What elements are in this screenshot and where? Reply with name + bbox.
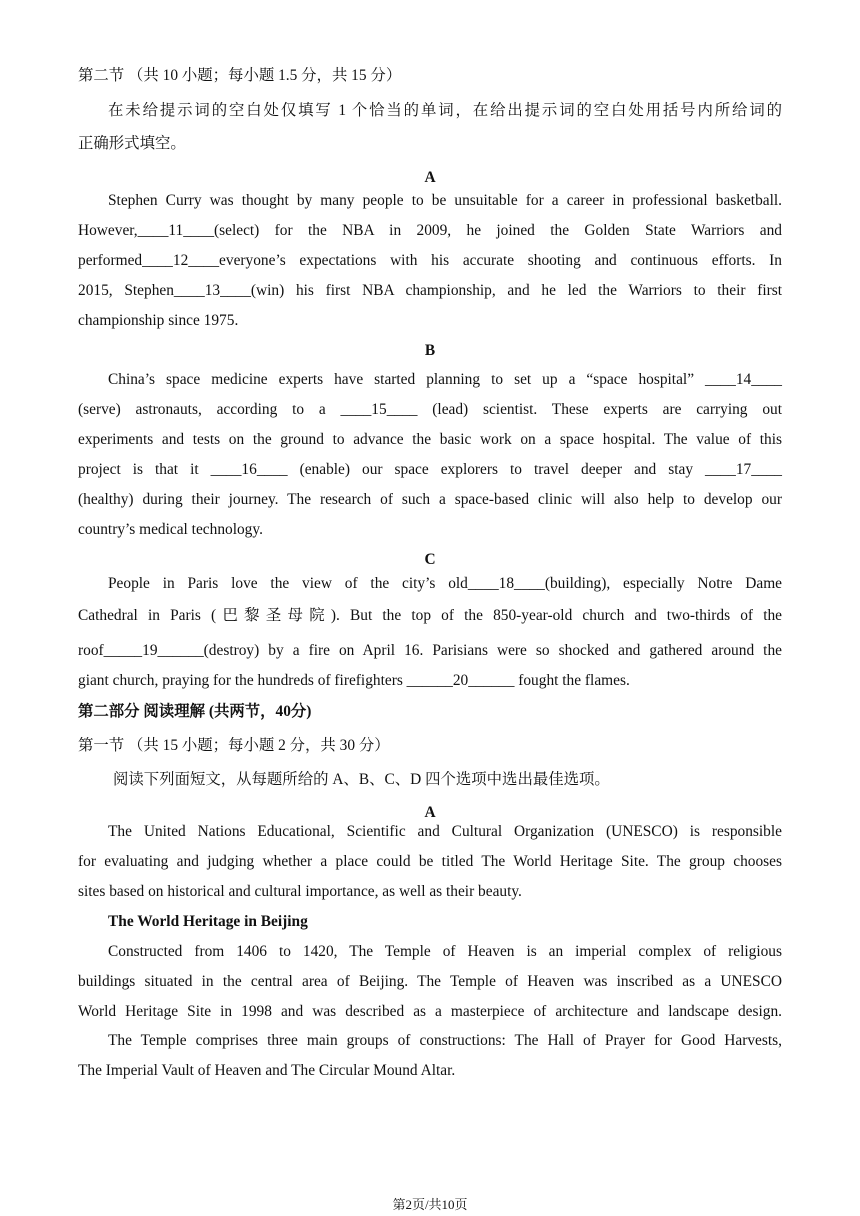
section-2-instruction-line-1: 在未给提示词的空白处仅填写 1 个恰当的单词，在给出提示词的空白处用括号内所给词的 xyxy=(108,102,782,119)
reading-a-paragraph-line: sites based on historical and cultural importance, as well as their beauty. xyxy=(78,883,522,900)
reading-a-label: A xyxy=(424,804,436,821)
passage-b-line: China’s space medicine experts have started planning to set up a “space hospital” ____14____ xyxy=(108,371,782,388)
passage-a-line: championship since 1975. xyxy=(78,312,239,329)
passage-c-line: giant church, praying for the hundreds of firefighters ______20______ fought the flames. xyxy=(78,672,630,689)
passage-a-line: Stephen Curry was thought by many people to be unsuitable for a career in professional basketball. xyxy=(108,192,782,209)
page-number-footer: 第2页/共10页 xyxy=(392,1197,468,1212)
reading-a-paragraph-line: Constructed from 1406 to 1420, The Temple of Heaven is an imperial complex of religious xyxy=(108,943,782,960)
part-2-header: 第二部分 阅读理解 (共两节，40分) xyxy=(78,703,312,720)
section-2-header: 第二节 （共 10 小题；每小题 1.5 分，共 15 分） xyxy=(78,67,402,84)
passage-a-line: performed____12____everyone’s expectations with his accurate shooting and continuous efforts. In xyxy=(78,252,782,269)
reading-a-paragraph-line: for evaluating and judging whether a place could be titled The World Heritage Site. The group chooses xyxy=(78,853,782,870)
passage-a-line: However,____11____(select) for the NBA in 2009, he joined the Golden State Warriors and xyxy=(78,222,782,239)
passage-c-line: People in Paris love the view of the city’s old____18____(building), especially Notre Dame xyxy=(108,575,782,592)
reading-a-paragraph-line: buildings situated in the central area of Beijing. The Temple of Heaven was inscribed as a UNESCO xyxy=(78,973,782,990)
passage-b-line: country’s medical technology. xyxy=(78,521,263,538)
passage-b-line: experiments and tests on the ground to advance the basic work on a space hospital. The value of this xyxy=(78,431,782,448)
passage-c-line: Cathedral in Paris (巴黎圣母院). But the top of the 850-year-old church and two-thirds of the xyxy=(78,607,782,624)
passage-b-label: B xyxy=(424,342,436,359)
passage-a-line: 2015, Stephen____13____(win) his first NBA championship, and he led the Warriors to their first xyxy=(78,282,782,299)
passage-b-line: (healthy) during their journey. The research of such a space-based clinic will also help to develop our xyxy=(78,491,782,508)
passage-c-label: C xyxy=(424,551,436,568)
reading-a-subheading: The World Heritage in Beijing xyxy=(108,913,308,930)
passage-c-line: roof_____19______(destroy) by a fire on April 16. Parisians were so shocked and gathered around the xyxy=(78,642,782,659)
section-2-instruction-line-2: 正确形式填空。 xyxy=(78,135,186,152)
passage-b-line: (serve) astronauts, according to a ____15____ (lead) scientist. These experts are carrying out xyxy=(78,401,782,418)
reading-a-paragraph-line: The United Nations Educational, Scientific and Cultural Organization (UNESCO) is responsible xyxy=(108,823,782,840)
reading-a-paragraph-line: The Temple comprises three main groups of constructions: The Hall of Prayer for Good Harvests, xyxy=(108,1032,782,1049)
reading-a-paragraph-line: World Heritage Site in 1998 and was described as a masterpiece of architecture and landscape design. xyxy=(78,1003,782,1020)
part-2-section-1-header: 第一节 （共 15 小题；每小题 2 分，共 30 分） xyxy=(78,737,390,754)
passage-b-line: project is that it ____16____ (enable) our space explorers to travel deeper and stay ____17____ xyxy=(78,461,782,478)
reading-a-paragraph-line: The Imperial Vault of Heaven and The Circular Mound Altar. xyxy=(78,1062,456,1079)
part-2-instruction: 阅读下列面短文，从每题所给的 A、B、C、D 四个选项中选出最佳选项。 xyxy=(113,771,610,788)
passage-a-label: A xyxy=(424,169,436,186)
